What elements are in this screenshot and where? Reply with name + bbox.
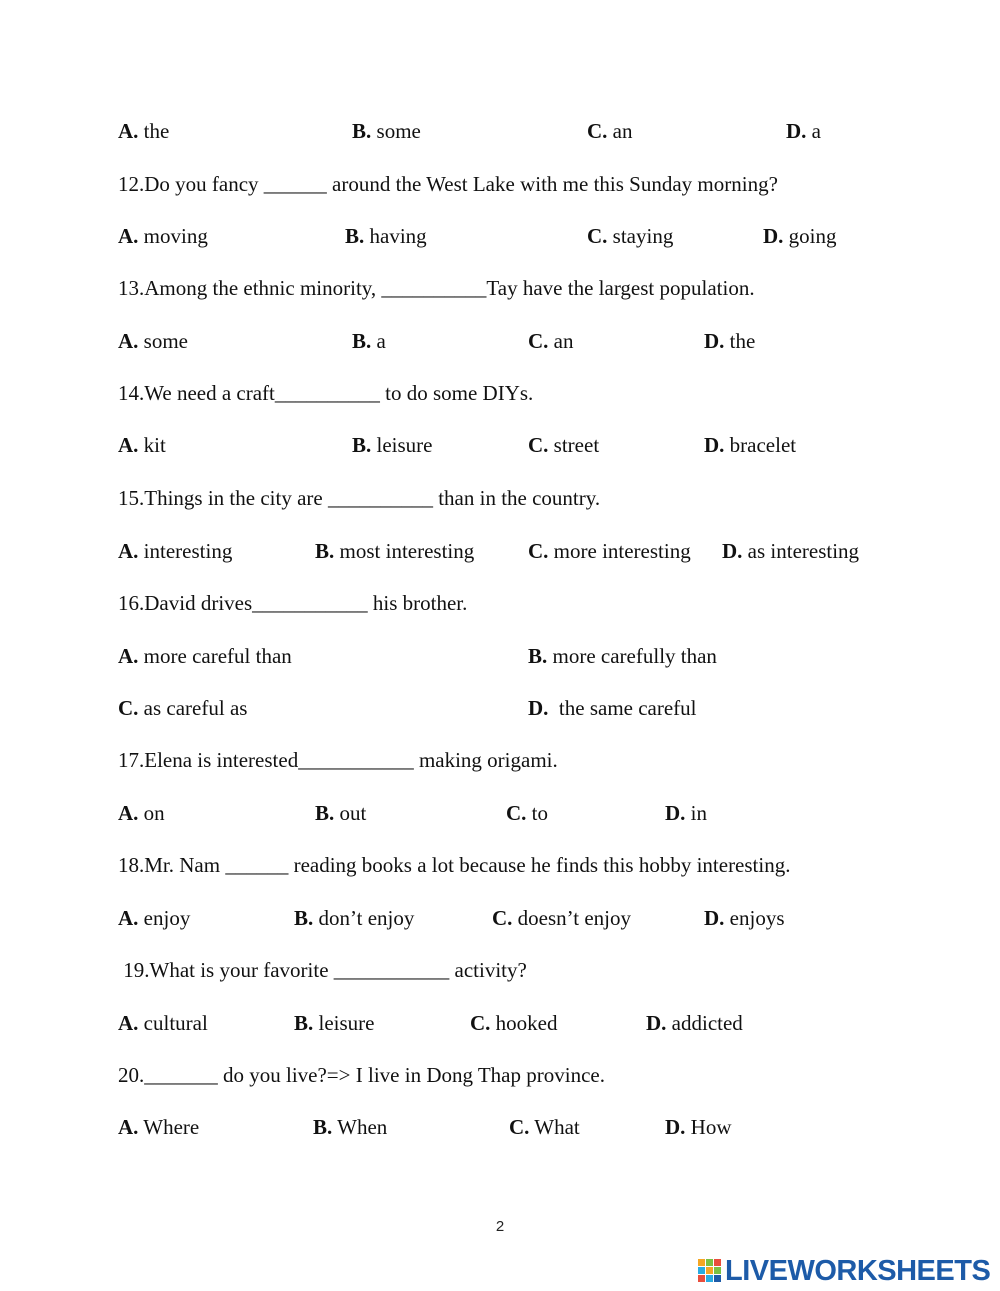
- option-b[interactable]: B. leisure: [352, 433, 433, 457]
- question-16: [0, 588, 1000, 618]
- question-20: [0, 1060, 1000, 1090]
- option-b[interactable]: B. don’t enjoy: [294, 906, 415, 930]
- options-row-14: [0, 430, 1000, 460]
- option-b[interactable]: B. out: [315, 801, 367, 825]
- option-b[interactable]: B. leisure: [294, 1011, 375, 1035]
- question-17: [0, 745, 1000, 775]
- option-d[interactable]: D. enjoys: [704, 906, 785, 930]
- option-c[interactable]: C. an: [587, 119, 633, 143]
- option-b[interactable]: B. more carefully than: [528, 644, 717, 668]
- option-c[interactable]: C. street: [528, 433, 600, 457]
- option-c[interactable]: C. more interesting: [528, 539, 691, 563]
- question-14: [0, 378, 1000, 408]
- option-c[interactable]: C. doesn’t enjoy: [492, 906, 632, 930]
- liveworksheets-brand[interactable]: [698, 1254, 990, 1288]
- options-row-13: [0, 326, 1000, 356]
- option-b[interactable]: B. When: [313, 1115, 388, 1139]
- option-d[interactable]: D. in: [665, 801, 708, 825]
- option-c[interactable]: C. staying: [587, 224, 674, 248]
- question-text: 13.Among the ethnic minority, __________Tay have the largest population.: [118, 276, 755, 300]
- option-c[interactable]: C. as careful as: [118, 696, 248, 720]
- question-text: 20._______ do you live?=> I live in Dong Thap province.: [118, 1063, 605, 1087]
- option-d[interactable]: D. as interesting: [722, 539, 860, 563]
- question-12: [0, 169, 1000, 199]
- question-13: [0, 273, 1000, 303]
- question-text: 15.Things in the city are __________ than in the country.: [118, 486, 601, 510]
- options-row-15: [0, 536, 1000, 566]
- brand-name: LIVEWORKSHEETS: [725, 1254, 991, 1287]
- option-a[interactable]: A. interesting: [118, 539, 233, 563]
- option-a[interactable]: A. moving: [118, 224, 208, 248]
- option-d[interactable]: D. a: [786, 119, 821, 143]
- option-b[interactable]: B. having: [345, 224, 427, 248]
- option-a[interactable]: A. cultural: [118, 1011, 208, 1035]
- option-d[interactable]: D. How: [665, 1115, 732, 1139]
- option-b[interactable]: B. some: [352, 119, 421, 143]
- question-text: 14.We need a craft__________ to do some DIYs.: [118, 381, 534, 405]
- options-row-12: [0, 221, 1000, 251]
- options-row-20: [0, 1112, 1000, 1142]
- option-c[interactable]: C. an: [528, 329, 574, 353]
- options-row-11: [0, 116, 1000, 146]
- option-d[interactable]: D. the same careful: [528, 696, 697, 720]
- option-d[interactable]: D. going: [763, 224, 837, 248]
- option-a[interactable]: A. Where: [118, 1115, 200, 1139]
- options-row-16a: [0, 641, 1000, 671]
- option-b[interactable]: B. a: [352, 329, 386, 353]
- question-15: [0, 483, 1000, 513]
- options-row-16b: [0, 693, 1000, 723]
- question-19: [0, 955, 1000, 985]
- question-text: 19.What is your favorite ___________ activity?: [118, 958, 527, 982]
- option-a[interactable]: A. on: [118, 801, 165, 825]
- options-row-19: [0, 1008, 1000, 1038]
- option-a[interactable]: A. kit: [118, 433, 166, 457]
- option-d[interactable]: D. bracelet: [704, 433, 797, 457]
- option-c[interactable]: C. hooked: [470, 1011, 558, 1035]
- question-18: [0, 850, 1000, 880]
- option-c[interactable]: C. What: [509, 1115, 580, 1139]
- question-text: 12.Do you fancy ______ around the West Lake with me this Sunday morning?: [118, 172, 778, 196]
- options-row-17: [0, 798, 1000, 828]
- option-d[interactable]: D. the: [704, 329, 756, 353]
- option-d[interactable]: D. addicted: [646, 1011, 743, 1035]
- option-a[interactable]: A. enjoy: [118, 906, 191, 930]
- option-b[interactable]: B. most interesting: [315, 539, 475, 563]
- question-text: 18.Mr. Nam ______ reading books a lot because he finds this hobby interesting.: [118, 853, 791, 877]
- liveworksheets-logo-icon: [698, 1258, 722, 1284]
- option-a[interactable]: A. the: [118, 119, 170, 143]
- option-a[interactable]: A. more careful than: [118, 644, 292, 668]
- option-a[interactable]: A. some: [118, 329, 188, 353]
- question-text: 17.Elena is interested___________ making origami.: [118, 748, 558, 772]
- page-number: 2: [495, 1218, 505, 1235]
- option-c[interactable]: C. to: [506, 801, 549, 825]
- question-text: 16.David drives___________ his brother.: [118, 591, 468, 615]
- options-row-18: [0, 903, 1000, 933]
